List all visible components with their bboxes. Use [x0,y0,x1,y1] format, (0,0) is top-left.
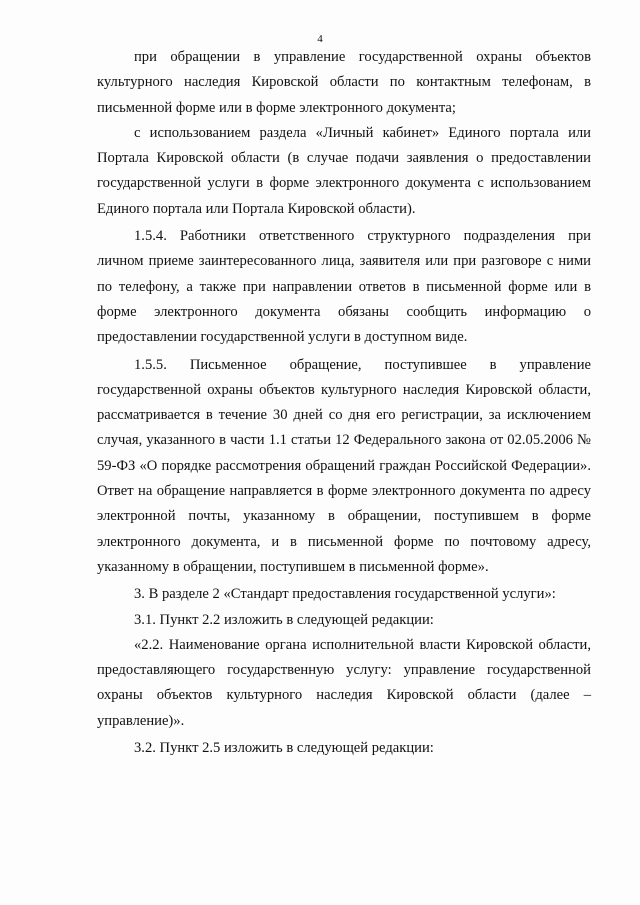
paragraph-section-2: 3. В разделе 2 «Стандарт предоставления государственной услуги»: [134,586,556,603]
paragraph-1-5-5: 1.5.5. Письменное обращение, поступившее в управление государственной охраны объектов культурного наследия Кировской области, рассматривается в течение 30 дней со дня его регистрации, за исключением случая, указанного в части 1.1 статьи 12 Федерального закона от 02.05.2006 № 59-ФЗ «О порядке рассмотрения обращений граждан Российской Федерации». Ответ на обращение направляется в форме электронного документа по адресу электронной почты, указанному в обращении, поступившем в форме электронного документа, и в письменной форме по почтовому адресу, указанному в обращении, поступившем в письменной форме». [97,356,591,575]
document-body [97,45,591,761]
paragraph-3-1: 3.1. Пункт 2.2 изложить в следующей редакции: [134,611,434,628]
paragraph-contact-phones: при обращении в управление государственной охраны объектов культурного наследия Кировской области по контактным телефонам, в письменной форме или в форме электронного документа; [97,49,591,116]
page-number: 4 [317,33,323,45]
paragraph-personal-cabinet: с использованием раздела «Личный кабинет» Единого портала или Портала Кировской области (в случае подачи заявления о предоставлении государственной услуги в форме электронного документа с использованием Единого портала или Портала Кировской области). [97,124,591,217]
paragraph-3-2: 3.2. Пункт 2.5 изложить в следующей редакции: [134,740,434,757]
paragraph-1-5-4: 1.5.4. Работники ответственного структурного подразделения при личном приеме заинтересованного лица, заявителя или при разговоре с ними по телефону, а также при направлении ответов в письменной форме или в форме электронного документа обязаны сообщить информацию о предоставлении государственной услуги в доступном виде. [97,228,591,346]
paragraph-2-2-quote: «2.2. Наименование органа исполнительной власти Кировской области, предоставляющего государственную услугу: управление государственной охраны объектов культурного наследия Кировской области (далее – управление)». [97,636,591,729]
